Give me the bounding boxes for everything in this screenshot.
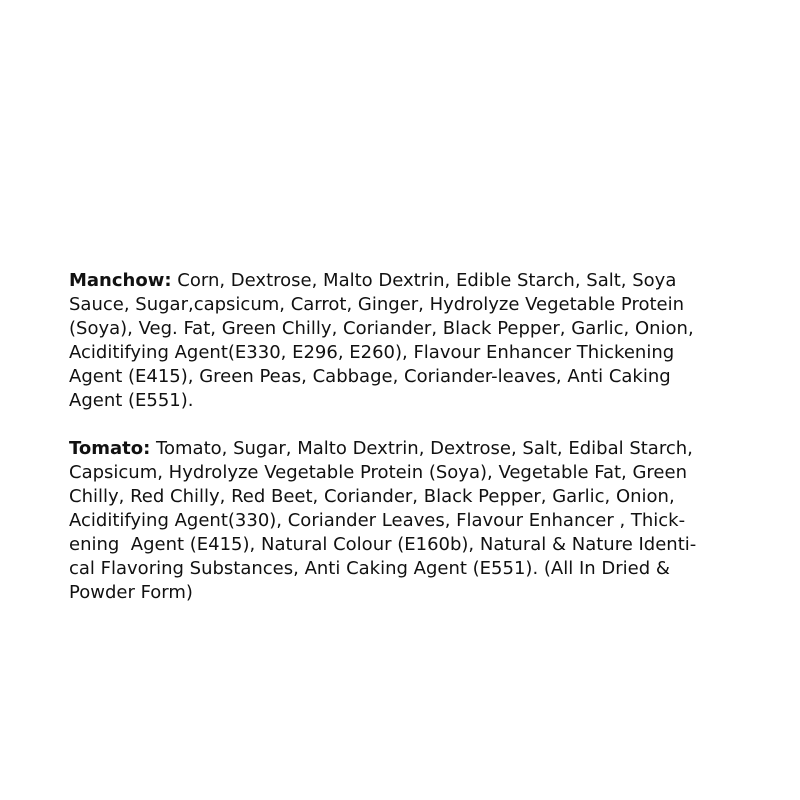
- tomato-line-1: [69, 437, 769, 461]
- manchow-line-3: (Soya), Veg. Fat, Green Chilly, Coriander, Black Pepper, Garlic, Onion,: [69, 318, 694, 339]
- tomato-line-3: Chilly, Red Chilly, Red Beet, Coriander, Black Pepper, Garlic, Onion,: [69, 486, 675, 507]
- manchow-ingredients: [69, 269, 769, 413]
- manchow-line-2: Sauce, Sugar,capsicum, Carrot, Ginger, Hydrolyze Vegetable Protein: [69, 294, 685, 315]
- manchow-line-6: Agent (E551).: [69, 390, 194, 411]
- tomato-label: Tomato:: [69, 438, 151, 459]
- tomato-line-7: Powder Form): [69, 582, 193, 603]
- tomato-line-1-text: Tomato, Sugar, Malto Dextrin, Dextrose, Salt, Edibal Starch,: [150, 438, 693, 459]
- tomato-line-2: Capsicum, Hydrolyze Vegetable Protein (Soya), Vegetable Fat, Green: [69, 462, 687, 483]
- manchow-line-4: Aciditifying Agent(E330, E296, E260), Flavour Enhancer Thickening: [69, 342, 675, 363]
- manchow-line-1: [69, 269, 769, 293]
- tomato-line-4: Aciditifying Agent(330), Coriander Leaves, Flavour Enhancer , Thick-: [69, 510, 686, 531]
- tomato-line-5: ening Agent (E415), Natural Colour (E160b), Natural & Nature Identi-: [69, 534, 697, 555]
- manchow-line-5: Agent (E415), Green Peas, Cabbage, Coriander-leaves, Anti Caking: [69, 366, 671, 387]
- tomato-ingredients: [69, 437, 769, 605]
- manchow-line-1-text: Corn, Dextrose, Malto Dextrin, Edible Starch, Salt, Soya: [171, 270, 677, 291]
- tomato-line-6: cal Flavoring Substances, Anti Caking Agent (E551). (All In Dried &: [69, 558, 670, 579]
- manchow-label: Manchow:: [69, 270, 172, 291]
- ingredients-text: [69, 269, 769, 605]
